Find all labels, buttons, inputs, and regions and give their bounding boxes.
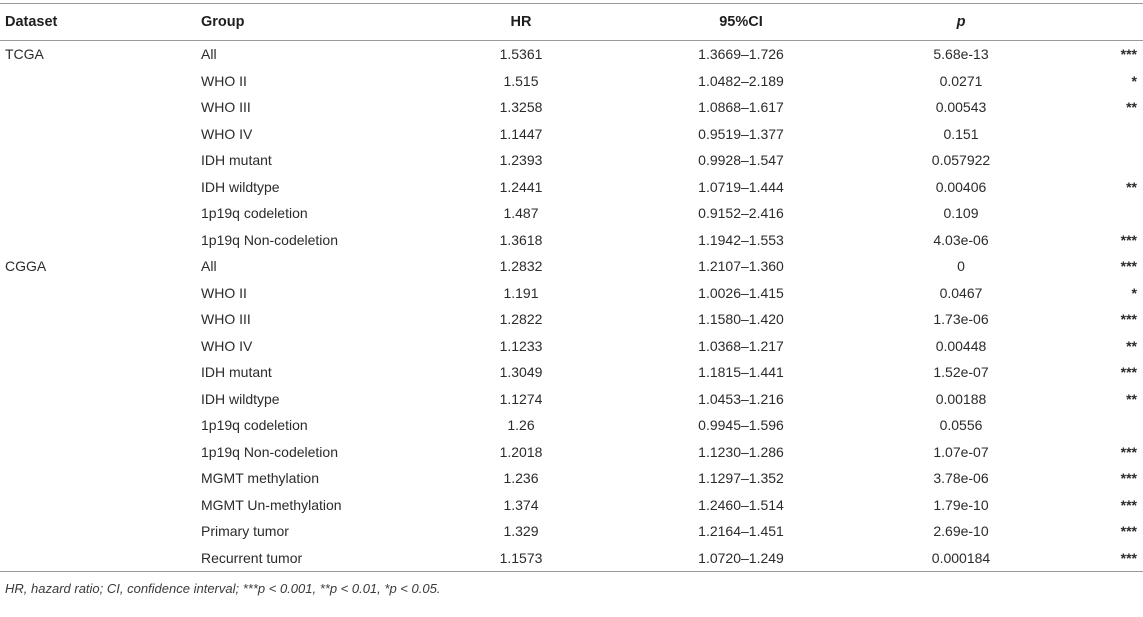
cell-dataset [0, 174, 196, 201]
cell-dataset [0, 545, 196, 572]
cell-hr: 1.3258 [499, 99, 543, 116]
cell-p-value: 3.78e-06 [933, 470, 989, 487]
cell-significance: *** [1120, 364, 1137, 381]
table-body [0, 41, 1143, 572]
cell-group: WHO II [201, 284, 247, 301]
cell-hr: 1.2822 [499, 311, 543, 328]
cell-hr: 1.1233 [499, 337, 543, 354]
header-group: Group [196, 4, 426, 41]
cell-p-value: 0.00406 [935, 178, 987, 195]
cell-hr: 1.329 [503, 523, 539, 540]
cell-group: Recurrent tumor [196, 545, 426, 572]
cell-p-value: 0.057922 [931, 152, 991, 169]
table-row [0, 439, 1143, 466]
table-row [0, 68, 1143, 95]
table-row [0, 306, 1143, 333]
table-row [0, 412, 1143, 439]
cell-p-value: 0.00543 [935, 99, 987, 116]
cell-p-value: 2.69e-10 [933, 523, 989, 540]
cell-p-value: 1.73e-06 [933, 311, 989, 328]
cell-dataset [0, 280, 196, 307]
cell-significance: *** [1120, 46, 1137, 63]
cell-ci: 1.0026–1.415 [698, 284, 784, 301]
cell-dataset [0, 68, 196, 95]
header-hr: HR [426, 4, 616, 41]
cell-significance: ** [1126, 178, 1137, 195]
table-row [0, 121, 1143, 148]
cell-p-value: 0.0467 [939, 284, 983, 301]
table-row [0, 227, 1143, 254]
cell-dataset [0, 386, 196, 413]
cell-dataset [0, 439, 196, 466]
cell-dataset: TCGA [5, 46, 44, 63]
cell-significance [1056, 147, 1143, 174]
header-p: p [866, 4, 1056, 41]
cell-group: MGMT methylation [201, 470, 319, 487]
cell-dataset [0, 412, 196, 439]
table-row [0, 174, 1143, 201]
table-footnote: HR, hazard ratio; CI, confidence interval; ***p < 0.001, **p < 0.01, *p < 0.05. [5, 581, 441, 596]
table-row [0, 280, 1143, 307]
cell-hr: 1.3618 [499, 231, 543, 248]
table-row [0, 41, 1143, 68]
cell-significance: *** [1120, 523, 1137, 540]
table-row [0, 545, 1143, 572]
cell-p-value: 0.109 [943, 205, 979, 222]
cell-hr: 1.3049 [499, 364, 543, 381]
cell-significance: *** [1120, 496, 1137, 513]
cell-ci: 1.1230–1.286 [698, 443, 784, 460]
header-ci: 95%CI [616, 4, 866, 41]
cell-ci: 1.2164–1.451 [698, 523, 784, 540]
cell-ci: 1.0719–1.444 [698, 178, 784, 195]
cell-p-value: 0.0271 [939, 72, 983, 89]
cell-p-value: 0.00448 [935, 337, 987, 354]
header-dataset: Dataset [0, 4, 196, 41]
cell-ci: 1.1942–1.553 [698, 231, 784, 248]
table-row [0, 518, 1143, 545]
cell-ci: 0.9945–1.596 [698, 417, 784, 434]
hazard-ratio-table [0, 3, 1143, 572]
cell-p-value: 1.07e-07 [933, 443, 989, 460]
cell-group: All [201, 258, 217, 275]
cell-ci: 0.9928–1.547 [698, 152, 784, 169]
cell-p-value: 1.52e-07 [933, 364, 989, 381]
cell-ci: 1.2460–1.514 [698, 496, 784, 513]
cell-dataset [0, 465, 196, 492]
cell-significance [1056, 200, 1143, 227]
cell-significance: *** [1120, 311, 1137, 328]
header-row [0, 4, 1143, 41]
table-row [0, 359, 1143, 386]
table-row [0, 253, 1143, 280]
table-header [0, 4, 1143, 41]
cell-group: Primary tumor [201, 523, 289, 540]
cell-group: IDH mutant [201, 364, 272, 381]
cell-ci: 1.0720–1.249 [616, 545, 866, 572]
cell-group: All [201, 46, 217, 63]
cell-ci: 1.0868–1.617 [698, 99, 784, 116]
cell-significance: ** [1126, 390, 1137, 407]
cell-p-value: 5.68e-13 [933, 46, 989, 63]
cell-group: IDH wildtype [201, 178, 280, 195]
cell-dataset: CGGA [5, 258, 47, 275]
cell-ci: 1.2107–1.360 [698, 258, 784, 275]
cell-p-value: 1.79e-10 [933, 496, 989, 513]
cell-significance: *** [1120, 258, 1137, 275]
cell-significance [1056, 412, 1143, 439]
cell-dataset [0, 306, 196, 333]
cell-p-value: 0.00188 [935, 390, 987, 407]
cell-hr: 1.2018 [499, 443, 543, 460]
table-row [0, 492, 1143, 519]
cell-dataset [0, 147, 196, 174]
cell-significance: *** [1120, 231, 1137, 248]
cell-group: 1p19q Non-codeletion [201, 231, 338, 248]
cell-dataset [0, 121, 196, 148]
cell-p-value: 4.03e-06 [933, 231, 989, 248]
cell-dataset [0, 359, 196, 386]
cell-p-value: 0.151 [943, 125, 979, 142]
header-significance [1056, 4, 1143, 41]
cell-group: WHO II [201, 72, 247, 89]
cell-significance [1056, 121, 1143, 148]
cell-group: 1p19q codeletion [201, 417, 308, 434]
cell-hr: 1.2393 [499, 152, 543, 169]
cell-ci: 1.0482–2.189 [698, 72, 784, 89]
cell-dataset [0, 333, 196, 360]
cell-hr: 1.26 [507, 417, 535, 434]
cell-dataset [0, 518, 196, 545]
table-row [0, 386, 1143, 413]
cell-dataset [0, 492, 196, 519]
cell-significance: * [1131, 72, 1137, 89]
table-row [0, 147, 1143, 174]
cell-hr: 1.374 [503, 496, 539, 513]
cell-significance: ** [1126, 99, 1137, 116]
cell-ci: 0.9519–1.377 [698, 125, 784, 142]
cell-group: IDH wildtype [201, 390, 280, 407]
cell-significance: *** [1056, 545, 1143, 572]
cell-hr: 1.1573 [426, 545, 616, 572]
cell-hr: 1.2441 [499, 178, 543, 195]
cell-ci: 0.9152–2.416 [698, 205, 784, 222]
table-row [0, 200, 1143, 227]
cell-hr: 1.1447 [499, 125, 543, 142]
cell-hr: 1.2832 [499, 258, 543, 275]
cell-hr: 1.1274 [499, 390, 543, 407]
cell-p-value: 0.0556 [939, 417, 983, 434]
cell-ci: 1.1580–1.420 [698, 311, 784, 328]
cell-dataset [0, 200, 196, 227]
cell-significance: * [1131, 284, 1137, 301]
cell-p-value: 0.000184 [866, 545, 1056, 572]
cell-hr: 1.5361 [499, 46, 543, 63]
cell-group: MGMT Un-methylation [201, 496, 342, 513]
table-row [0, 465, 1143, 492]
cell-significance: *** [1120, 443, 1137, 460]
cell-group: IDH mutant [201, 152, 272, 169]
cell-dataset [0, 227, 196, 254]
cell-group: 1p19q Non-codeletion [201, 443, 338, 460]
cell-p-value: 0 [957, 258, 965, 275]
cell-hr: 1.515 [503, 72, 539, 89]
cell-hr: 1.191 [503, 284, 539, 301]
cell-group: WHO III [201, 99, 251, 116]
cell-ci: 1.1815–1.441 [698, 364, 784, 381]
cell-ci: 1.1297–1.352 [698, 470, 784, 487]
cell-ci: 1.0368–1.217 [698, 337, 784, 354]
cell-ci: 1.0453–1.216 [698, 390, 784, 407]
cell-significance: ** [1126, 337, 1137, 354]
cell-ci: 1.3669–1.726 [698, 46, 784, 63]
table-row [0, 333, 1143, 360]
cell-group: WHO III [201, 311, 251, 328]
cell-hr: 1.487 [503, 205, 539, 222]
cell-significance: *** [1120, 470, 1137, 487]
cell-group: WHO IV [201, 337, 253, 354]
cell-dataset [0, 94, 196, 121]
cell-group: 1p19q codeletion [201, 205, 308, 222]
cell-hr: 1.236 [503, 470, 539, 487]
cell-group: WHO IV [201, 125, 253, 142]
table-row [0, 94, 1143, 121]
